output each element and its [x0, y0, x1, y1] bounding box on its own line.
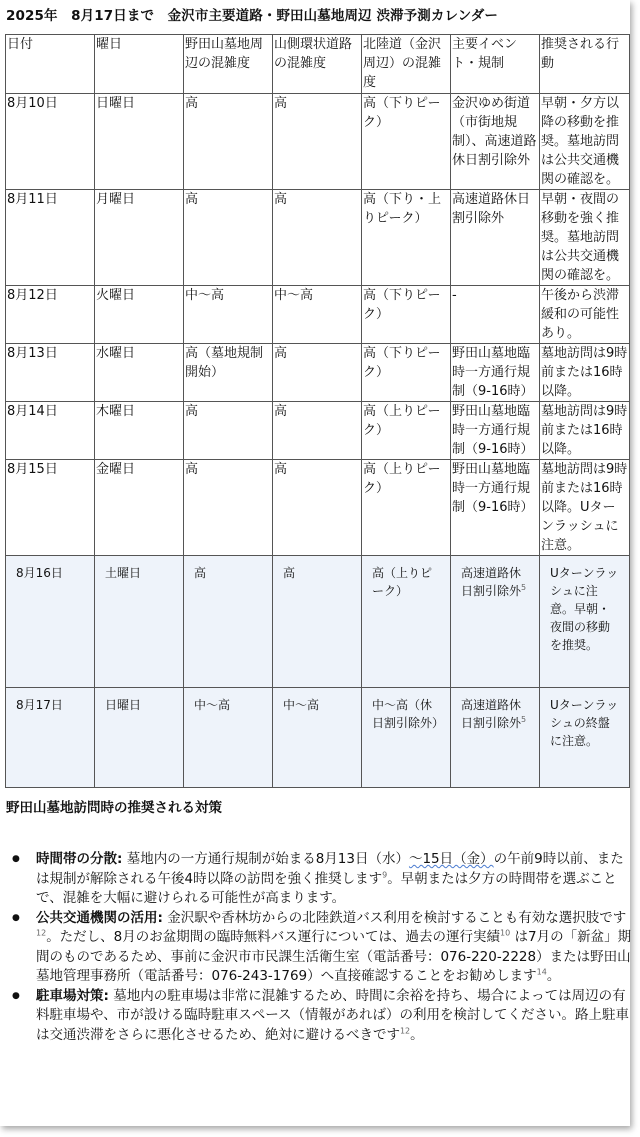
cell-action: 墓地訪問は9時前または16時以降。Uターンラッシュに注意。 — [540, 460, 630, 556]
cell-events: 野田山墓地臨時一方通行規制（9-16時） — [451, 460, 540, 556]
cell-hokuriku: 高（下りピーク） — [362, 344, 451, 402]
list-item — [36, 909, 632, 987]
cell-noda: 中～高 — [184, 286, 273, 344]
cell-noda: 高 — [184, 190, 273, 286]
cell-events: 野田山墓地臨時一方通行規制（9-16時） — [451, 344, 540, 402]
tip-text: は7月の「新盆」期間のものであるため、事前に金沢市市民課生活衛生室（電話番号：076-220-2228）または野田山墓地管理事務所（電話番号：076-243-1769）へ直接確認することをお勧めします — [36, 929, 632, 984]
cell-noda: 高 — [184, 402, 273, 460]
list-item — [36, 987, 632, 1046]
header-hokuriku-congestion: 北陸道（金沢周辺）の混雑度 — [362, 35, 451, 94]
tip-text: 。早朝または夕方の時間帯を選ぶことで、混雑を大幅に避けられる可能性が高まります。 — [36, 870, 617, 906]
cell-day: 火曜日 — [95, 286, 184, 344]
citation: 5 — [521, 583, 527, 592]
cell-yamagawa: 高 — [273, 402, 362, 460]
tip-label: 時間帯の分散: — [36, 851, 123, 867]
cell-hokuriku: 高（下り・上りピーク） — [362, 190, 451, 286]
cell-date: 8月17日 — [6, 688, 95, 788]
tip-text: 。ただし、8月のお盆期間の臨時無料バス運行については、過去の運行実績 — [46, 929, 501, 945]
cell-events — [451, 556, 540, 688]
cell-noda: 高 — [184, 94, 273, 190]
header-date: 日付 — [6, 35, 95, 94]
citation: 5 — [521, 715, 527, 724]
cell-day: 日曜日 — [95, 94, 184, 190]
cell-day: 日曜日 — [95, 688, 184, 788]
cell-action: 午後から渋滞緩和の可能性あり。 — [540, 286, 630, 344]
tip-text: 墓地内の一方通行規制が始まる8月13日（水） — [122, 851, 409, 867]
cell-action: Uターンラッシュに注意。早朝・夜間の移動を推奨。 — [540, 556, 630, 688]
cell-noda: 高（墓地規制開始） — [184, 344, 273, 402]
cell-events: 高速道路休日割引除外 — [451, 190, 540, 286]
tip-text: 。 — [410, 1026, 424, 1043]
section-title: 野田山墓地訪問時の推奨される対策 — [6, 800, 222, 816]
tip-text: の午前9時以前、または規制が解除される午後4時以降の訪問を強く推奨します — [36, 851, 624, 887]
table-body — [6, 94, 630, 788]
table-row — [6, 190, 630, 286]
cell-hokuriku: 高（下りピーク） — [362, 94, 451, 190]
cell-action: 早朝・夕方以降の移動を推奨。墓地訪問は公共交通機関の確認を。 — [540, 94, 630, 190]
cell-date: 8月16日 — [6, 556, 95, 688]
cell-events-text: 高速道路休日割引除外 — [461, 698, 522, 730]
cell-events-text: 高速道路休日割引除外 — [461, 566, 522, 598]
cell-hokuriku: 高（上りピーク） — [362, 460, 451, 556]
tips-list — [0, 850, 632, 1045]
header-events: 主要イベント・規制 — [451, 35, 540, 94]
table-row — [6, 460, 630, 556]
cell-events — [451, 688, 540, 788]
table-row — [6, 286, 630, 344]
cell-yamagawa: 高 — [273, 344, 362, 402]
citation: 12 — [399, 1026, 411, 1035]
cell-yamagawa: 高 — [273, 190, 362, 286]
cell-date: 8月13日 — [6, 344, 95, 402]
citation: 9 — [382, 870, 388, 879]
cell-action: Uターンラッシュの終盤に注意。 — [540, 688, 630, 788]
citation: 12 — [36, 928, 47, 938]
header-yamagawa-congestion: 山側環状道路の混雑度 — [273, 35, 362, 94]
tip-text-underlined: ～15日（金） — [408, 851, 494, 867]
cell-date: 8月11日 — [6, 190, 95, 286]
cell-day: 月曜日 — [95, 190, 184, 286]
cell-events: 野田山墓地臨時一方通行規制（9-16時） — [451, 402, 540, 460]
citation: 14 — [536, 967, 547, 977]
cell-day: 金曜日 — [95, 460, 184, 556]
cell-yamagawa: 中～高 — [273, 286, 362, 344]
table-row — [6, 344, 630, 402]
table-row — [6, 688, 630, 788]
cell-noda: 中～高 — [184, 688, 273, 788]
table-row — [6, 556, 630, 688]
cell-date: 8月10日 — [6, 94, 95, 190]
cell-day: 水曜日 — [95, 344, 184, 402]
cell-hokuriku: 高（下りピーク） — [362, 286, 451, 344]
cell-day: 土曜日 — [95, 556, 184, 688]
cell-noda: 高 — [184, 556, 273, 688]
cell-day: 木曜日 — [95, 402, 184, 460]
cell-hokuriku: 高（上りピーク） — [362, 402, 451, 460]
list-item — [36, 850, 632, 909]
cell-action: 墓地訪問は9時前または16時以降。 — [540, 344, 630, 402]
cell-yamagawa: 中～高 — [273, 688, 362, 788]
header-noda-congestion: 野田山墓地周辺の混雑度 — [184, 35, 273, 94]
cell-action: 墓地訪問は9時前または16時以降。 — [540, 402, 630, 460]
tip-text: 金沢駅や香林坊からの北陸鉄道バス利用を検討することも有効な選択肢です — [162, 909, 627, 926]
cell-date: 8月14日 — [6, 402, 95, 460]
cell-hokuriku: 高（上りピーク） — [362, 556, 451, 688]
cell-date: 8月15日 — [6, 460, 95, 556]
page-title: 2025年 8月17日まで 金沢市主要道路・野田山墓地周辺 渋滞予測カレンダー — [6, 8, 498, 24]
citation: 10 — [500, 928, 511, 938]
tip-label: 駐車場対策: — [36, 987, 109, 1004]
cell-yamagawa: 高 — [273, 556, 362, 688]
table-header-row — [6, 35, 630, 94]
cell-date: 8月12日 — [6, 286, 95, 344]
tip-label: 公共交通機関の活用: — [36, 909, 163, 926]
header-day: 曜日 — [95, 35, 184, 94]
table-row — [6, 402, 630, 460]
cell-events: - — [451, 286, 540, 344]
cell-yamagawa: 高 — [273, 94, 362, 190]
header-recommended-action: 推奨される行動 — [540, 35, 630, 94]
congestion-calendar-table — [5, 34, 630, 788]
tip-text: 墓地内の駐車場は非常に混雑するため、時間に余裕を持ち、場合によっては周辺の有料駐車場や、市が設ける臨時駐車スペース（情報があれば）の利用を検討してください。路上駐車は交通渋滞をさらに悪化させるため、絶対に避けるべきです — [36, 987, 630, 1043]
tip-text: 。 — [546, 968, 561, 984]
cell-action: 早朝・夜間の移動を強く推奨。墓地訪問は公共交通機関の確認を。 — [540, 190, 630, 286]
cell-hokuriku: 中～高（休日割引除外） — [362, 688, 451, 788]
cell-noda: 高 — [184, 460, 273, 556]
cell-yamagawa: 高 — [273, 460, 362, 556]
table-row — [6, 94, 630, 190]
cell-events: 金沢ゆめ街道（市街地規制）、高速道路休日割引除外 — [451, 94, 540, 190]
